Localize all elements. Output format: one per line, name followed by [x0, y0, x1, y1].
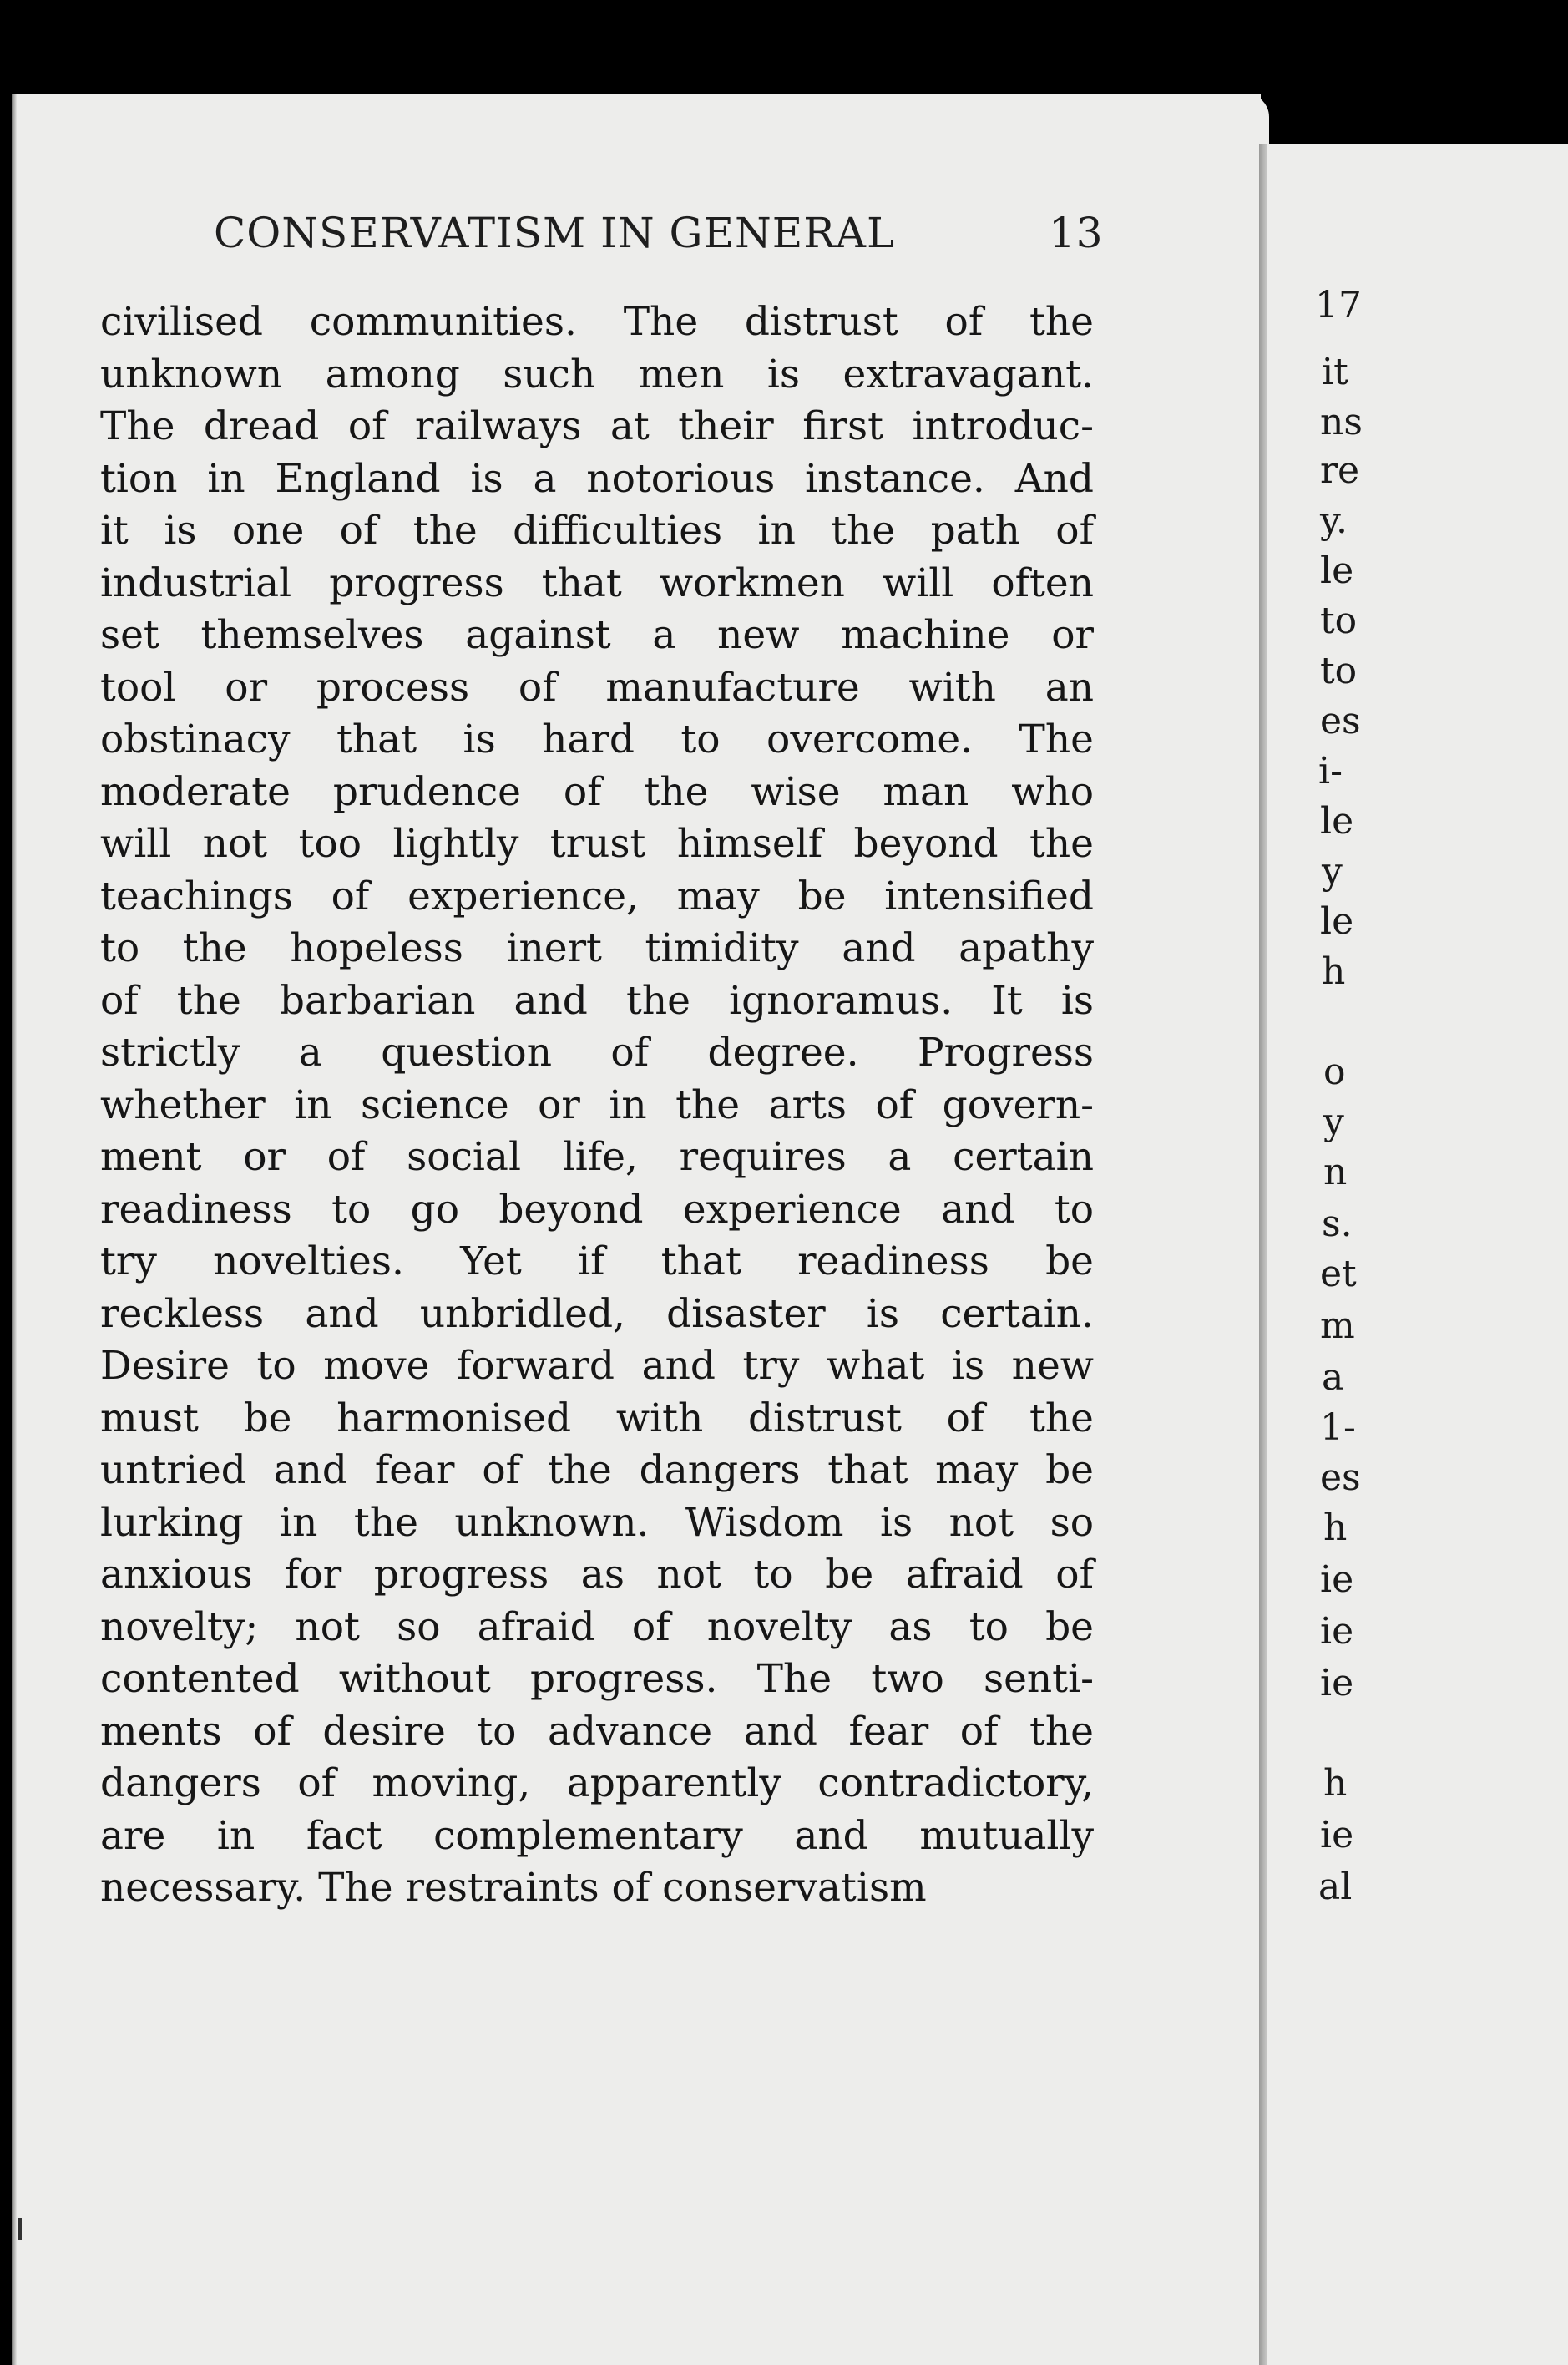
- facing-page-fragment: h: [1322, 950, 1346, 993]
- facing-page: [1267, 144, 1568, 2365]
- body-text-line: whether in science or in the arts of govern-: [100, 1081, 1094, 1128]
- body-text-line: of the barbarian and the ignoramus. It is: [100, 977, 1094, 1024]
- facing-page-fragment: es: [1320, 1456, 1361, 1499]
- body-text-line: are in fact complementary and mutually: [100, 1812, 1094, 1859]
- facing-page-fragment: it: [1322, 351, 1348, 393]
- facing-page-fragment: to: [1320, 600, 1358, 642]
- body-text-line: readiness to go beyond experience and to: [100, 1186, 1094, 1233]
- facing-page-fragment: ie: [1320, 1662, 1354, 1704]
- body-text-line: teachings of experience, may be intensified: [100, 873, 1094, 919]
- facing-page-fragment: m: [1320, 1304, 1355, 1347]
- facing-page-fragment: ie: [1320, 1558, 1354, 1601]
- facing-page-fragment: y.: [1320, 499, 1348, 542]
- facing-page-fragment: y: [1323, 1101, 1344, 1143]
- facing-page-fragment: le: [1320, 549, 1354, 592]
- page-left-edge-shadow: [12, 94, 17, 2365]
- body-text-line: will not too lightly trust himself beyond the: [100, 821, 1094, 867]
- body-text-line: it is one of the difficulties in the path of: [100, 508, 1094, 554]
- body-text-line: necessary. The restraints of conservatism: [100, 1865, 927, 1911]
- facing-page-fragment: i-: [1318, 750, 1343, 793]
- body-text-line: unknown among such men is extravagant.: [100, 351, 1094, 398]
- facing-page-fragment: o: [1323, 1051, 1346, 1093]
- body-text-line: must be harmonised with distrust of the: [100, 1395, 1094, 1441]
- facing-page-fragment: et: [1320, 1253, 1357, 1295]
- facing-page-fragment: le: [1320, 900, 1354, 943]
- body-text-line: novelty; not so afraid of novelty as to be: [100, 1603, 1094, 1650]
- facing-page-fragment: ie: [1320, 1814, 1354, 1856]
- body-text-line: obstinacy that is hard to overcome. The: [100, 717, 1094, 762]
- body-text-line: ment or of social life, requires a certain: [100, 1134, 1094, 1180]
- body-text-line: contented without progress. The two senti-: [100, 1656, 1094, 1702]
- running-head: [214, 209, 1132, 267]
- body-text-line: set themselves against a new machine or: [100, 612, 1094, 658]
- facing-page-fragment: re: [1320, 449, 1360, 492]
- running-head-title: CONSERVATISM IN GENERAL: [214, 209, 896, 257]
- facing-page-fragment: a: [1322, 1356, 1344, 1399]
- facing-page-fragment: le: [1320, 800, 1354, 843]
- body-text-line: to the hopeless inert timidity and apathy: [100, 925, 1094, 971]
- body-text-line: reckless and unbridled, disaster is certain.: [100, 1290, 1094, 1337]
- page-number: 13: [1049, 209, 1104, 257]
- body-text-line: strictly a question of degree. Progress: [100, 1030, 1094, 1076]
- main-page-corner: [1211, 94, 1269, 144]
- facing-page-fragment: ie: [1320, 1610, 1354, 1653]
- facing-page-fragment: y: [1322, 850, 1343, 893]
- body-text-line: untried and fear of the dangers that may be: [100, 1447, 1094, 1493]
- body-text-line: lurking in the unknown. Wisdom is not so: [100, 1499, 1094, 1546]
- facing-page-fragment: n: [1323, 1151, 1348, 1193]
- facing-page-fragment: to: [1320, 650, 1358, 692]
- facing-page-fragment: ns: [1320, 401, 1363, 443]
- body-text-line: try novelties. Yet if that readiness be: [100, 1238, 1094, 1284]
- body-text-line: anxious for progress as not to be afraid of: [100, 1552, 1094, 1598]
- facing-page-fragment: h: [1323, 1762, 1348, 1805]
- scan-speck: [18, 2218, 22, 2240]
- body-text-line: tool or process of manufacture with an: [100, 664, 1094, 711]
- facing-page-fragment: 17: [1315, 284, 1362, 327]
- facing-page-fragment: s.: [1322, 1203, 1353, 1245]
- facing-page-fragment: al: [1318, 1866, 1353, 1908]
- body-text-line: dangers of moving, apparently contradictory,: [100, 1760, 1094, 1806]
- body-text-line: The dread of railways at their first introduc-: [100, 403, 1094, 449]
- facing-page-fragment: es: [1320, 700, 1361, 742]
- body-text-line: moderate prudence of the wise man who: [100, 768, 1094, 815]
- body-text-line: industrial progress that workmen will often: [100, 560, 1094, 606]
- facing-page-fragment: h: [1323, 1507, 1348, 1549]
- body-text-line: ments of desire to advance and fear of the: [100, 1708, 1094, 1755]
- body-text: [100, 296, 1094, 1915]
- body-text-line: tion in England is a notorious instance. And: [100, 455, 1094, 502]
- body-text-line: civilised communities. The distrust of the: [100, 299, 1094, 345]
- facing-page-fragment: 1-: [1320, 1406, 1356, 1449]
- body-text-line: Desire to move forward and try what is new: [100, 1343, 1094, 1389]
